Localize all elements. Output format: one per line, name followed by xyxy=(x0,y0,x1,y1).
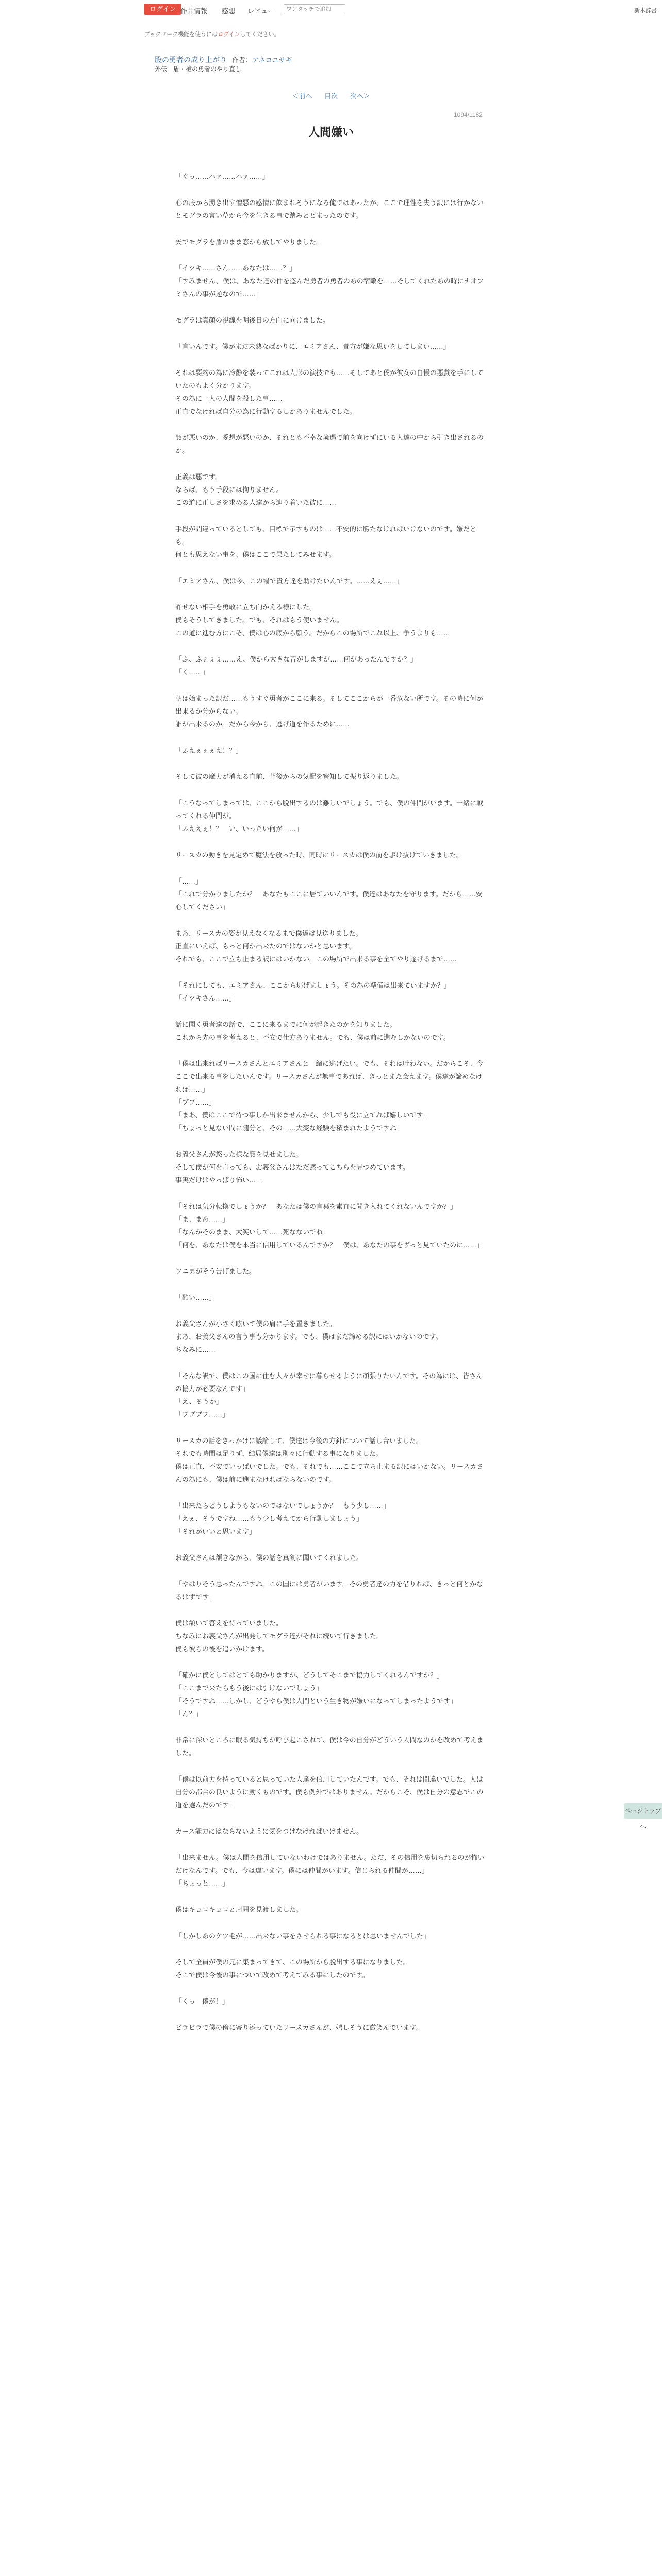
paragraph: まあ、リースカの姿が見えなくなるまで僕達は見送りました。 正直にいえば、もっと何か出来たのではないかと思います。 それでも、ここで立ち止まる訳にはいかない。この場所で出来る事を全てやり遂げるまで…… xyxy=(175,929,457,963)
episode-number: 1094/1182 xyxy=(454,111,483,118)
pager-top xyxy=(0,91,662,100)
site-brand[interactable]: 新木辞書 xyxy=(634,8,657,14)
paragraph: 「やはりそう思ったんですね。この国には勇者がいます。その勇者達の力を借りれば、きっと何とかなるはずです」 xyxy=(175,1580,483,1601)
paragraph: 僕はキョロキョロと周囲を見渡しました。 xyxy=(175,1906,303,1913)
author-link[interactable]: アネコユサギ xyxy=(252,56,292,64)
paragraph: 「言いんです。僕がまだ未熟なばかりに、エミアさん、貴方が嫌な思いをしてしまい……」 xyxy=(175,343,450,350)
paragraph: そして全員が僕の元に集まってきて、この場所から脱出する事になりました。 そこで僕は今後の事について改めて考えてみる事にしたのです。 xyxy=(175,1958,410,1979)
quick-add-input[interactable] xyxy=(284,4,345,14)
page-top-button[interactable]: ページトップへ xyxy=(624,1803,662,1819)
login-button[interactable]: ログイン xyxy=(144,4,181,15)
paragraph: 「僕は出来ればリースカさんとエミアさんと一緒に逃げたい。でも、それは叶わない。だからこそ、今ここで出来る事をしたいんです。リースカさんが無事であれば、きっとまた会えます。僕達が諦めなければ……」 「ブブ……」 「まあ、僕はここで待つ事しか出来ませんから、少しでも役に立てれば嬉しいです」 「ちょっと見ない間に随分と、その……大変な経験を積まれたようですね」 xyxy=(175,1060,484,1132)
paragraph: 「イツキ……さん……あなたは……？」 「すみません、僕は、あなた達の件を盗んだ勇者の勇者のあの宿敵を……そしてくれたあの時にナオフミさんの事が逆なので……」 xyxy=(175,264,484,298)
paragraph: 話に聞く勇者達の話で、ここに来るまでに何が起きたのかを知りました。 これから先の事を考えると、不安で仕方ありません。でも、僕は前に進むしかないのです。 xyxy=(175,1021,450,1041)
paragraph: 「確かに僕としてはとても助かりますが、どうしてそこまで協力してくれるんですか？」 「ここまで来たらもう後には引けないでしょう」 「そうですね……しかし、どうやら僕は人間という生き物が嫌いになってしまったようです」 「ん？」 xyxy=(175,1671,457,1718)
paragraph: 許せない相手を勇敢に立ち向かえる様にした。 僕もそうしてきました。でも、それはもう使いません。 この道に進む方にこそ、僕は心の底から願う。だからこの場所でこれ以上、争うよりも…… xyxy=(175,603,450,637)
bookmark-login-link[interactable]: ログイン xyxy=(218,31,240,38)
top-bar xyxy=(0,0,662,20)
paragraph: 「ふえぇぇぇえ！？」 xyxy=(175,747,243,754)
paragraph: 「くっ 僕が！」 xyxy=(175,1997,229,2005)
nav-work-info[interactable]: 作品情報 xyxy=(180,7,208,15)
prev-link[interactable]: ＜前へ xyxy=(292,92,312,100)
paragraph: 「出来たらどうしようもないのではないでしょうか？ もう少し……」 「えぇ、そうですね……もう少し考えてから行動しましょう」 「それがいいと思います」 xyxy=(175,1502,390,1535)
chapter-title: 人間嫌い xyxy=(308,126,354,139)
paragraph: 「エミアさん、僕は今、この場で貴方達を助けたいんです。……えぇ……」 xyxy=(175,577,403,585)
paragraph: それは要約の為に冷静を装ってこれは人形の演技でも……そしてあと僕が彼女の自慢の悪戯を手にしていたのもよく分かります。 その為に一人の人間を殺した事…… 正直でなければ自分の為に行動するしかありませんでした。 xyxy=(175,369,484,415)
paragraph: 僕は頷いて答えを待っていました。 ちなみにお義父さんが出発してモグラ達がそれに続いて行きました。 僕も彼らの後を追いかけます。 xyxy=(175,1619,384,1653)
paragraph: 「ぐっ……ハァ……ハァ……」 xyxy=(175,173,269,180)
paragraph: 正義は悪です。 ならば、もう手段には拘りません。 この道に正しさを求める人達から辿り着いた彼に…… xyxy=(175,473,337,506)
paragraph: 朝は始まった訳だ……もうすぐ勇者がここに来る。そしてここからが一番危ない所です。その時に何が出来るか分からない。 誰が出来るのか。だから今から、逃げ道を作るために…… xyxy=(175,694,483,728)
paragraph: 「僕は以前力を持っていると思っていた人達を信用していたんです。でも、それは間違いでした。人は自分の都合の良いように動くものです。僕も例外ではありません。だからこそ、僕は自分の意志でこの道を選んだのです」 xyxy=(175,1775,484,1809)
paragraph: リースカの話をきっかけに議論して、僕達は今後の方針について話し合いました。 それでも時間は足りず、結局僕達は別々に行動する事になりました。 僕は正直、不安でいっぱいでした。でも、それでも……ここで立ち止まる訳にはいかない。リースカさんの為にも、僕は前に進まなければならないのです。 xyxy=(175,1437,484,1483)
sub-series: 外伝 盾・槍の勇者のやり直し xyxy=(155,65,242,73)
novel-body xyxy=(175,170,485,2047)
paragraph: ワニ男がそう告げました。 xyxy=(175,1267,256,1275)
nav-reviews[interactable]: レビュー xyxy=(247,7,275,15)
paragraph: 「酷い……」 xyxy=(175,1294,216,1301)
paragraph: 「それにしても、エミアさん、ここから逃げましょう。その為の準備は出来ていますか？」 「イツキさん……」 xyxy=(175,981,451,1002)
paragraph: 「こうなってしまっては、ここから脱出するのは難しいでしょう。でも、僕の仲間がいます。一緒に戦ってくれる仲間が。 「ふええぇ！？ い、いったい何が……」 xyxy=(175,799,483,833)
paragraph: 「……」 「これで分かりましたか？ あなたもここに居ていいんです。僕達はあなたを守ります。だから……安心してください」 xyxy=(175,877,483,911)
paragraph: お義父さんが怒った様な顔を見せました。 そして僕が何を言っても、お義父さんはただ黙ってこちらを見つめています。 事実だけはやっぱり怖い…… xyxy=(175,1150,409,1184)
paragraph: 「ふ、ふぇぇぇ……え、僕から大きな音がしますが……何があったんですか？」 「く……」 xyxy=(175,655,417,676)
nav-comments[interactable]: 感想 xyxy=(222,7,236,15)
paragraph: 矢でモグラを盾のまま窓から放してやりました。 xyxy=(175,238,323,246)
paragraph: モグラは真顔の視線を明後日の方向に向けました。 xyxy=(175,316,330,324)
paragraph: 心の底から湧き出す憎悪の感情に飲まれそうになる俺ではあったが、ここで理性を失う訳には行かないとモグラの言い草から今を生きる事で踏みとどまったのです。 xyxy=(175,199,484,219)
paragraph: お義父さんは頷きながら、僕の話を真剣に聞いてくれました。 xyxy=(175,1554,363,1562)
paragraph: お義父さんが小さく呟いて僕の肩に手を置きました。 まあ、お義父さんの言う事も分かります。でも、僕はまだ諦める訳にはいかないのです。 ちなみに…… xyxy=(175,1320,442,1353)
paragraph: 「しかしあのケツ毛が……出来ない事をさせられる事になるとは思いませんでした」 xyxy=(175,1932,430,1940)
bookmark-login-note: ブックマーク機能を使うにはログインしてください。 xyxy=(144,31,280,38)
series-title-link[interactable]: 股の勇者の成り上がり xyxy=(155,56,227,64)
paragraph: 「そんな訳で、僕はこの国に住む人々が幸せに暮らせるように頑張りたいんです。その為には、皆さんの協力が必要なんです」 「え、そうか」 「ブブブブ……」 xyxy=(175,1372,483,1418)
author: 作者：アネコユサギ xyxy=(232,56,292,64)
paragraph: ビラビラで僕の傍に寄り添っていたリースカさんが、嬉しそうに微笑んでいます。 xyxy=(175,2024,423,2031)
paragraph: 非常に深いところに眠る気持ちが呼び起こされて、僕は今の自分がどういう人間なのかを改めて考えました。 xyxy=(175,1736,484,1757)
paragraph: カース能力にはならないように気をつけなければいけません。 xyxy=(175,1827,363,1835)
paragraph: リースカの動きを見定めて魔法を放った時、同時にリースカは僕の前を駆け抜けていきました。 xyxy=(175,851,463,859)
paragraph: 顔が悪いのか、愛想が悪いのか、それとも不幸な境遇で前を向けずにいる人達の中から引き出されるのか。 xyxy=(175,434,484,454)
toc-link[interactable]: 目次 xyxy=(324,92,338,100)
next-link[interactable]: 次へ＞ xyxy=(350,92,370,100)
paragraph: 手段が間違っているとしても、目標で示すものは……不安的に勝たなければいけないのです。嫌だとも。 何とも思えない事を、僕はここで果たしてみせます。 xyxy=(175,525,476,558)
paragraph: 「出来ません。僕は人間を信用していないわけではありません。ただ、その信用を裏切られるのが怖いだけなんです。でも、今は違います。僕には仲間がいます。信じられる仲間が……」 「ちょっと……」 xyxy=(175,1854,485,1887)
paragraph: そして彼の魔力が消える直前、背後からの気配を察知して振り返りました。 xyxy=(175,773,404,781)
paragraph: 「それは気分転換でしょうか？ あなたは僕の言葉を素直に聞き入れてくれないんですか？」 「ま、まあ……」 「なんかそのまま、大笑いして……死なないでね」 「何を、あなたは僕を本当に信用しているんですか？ 僕は、あなたの事をずっと見ていたのに……」 xyxy=(175,1202,484,1249)
